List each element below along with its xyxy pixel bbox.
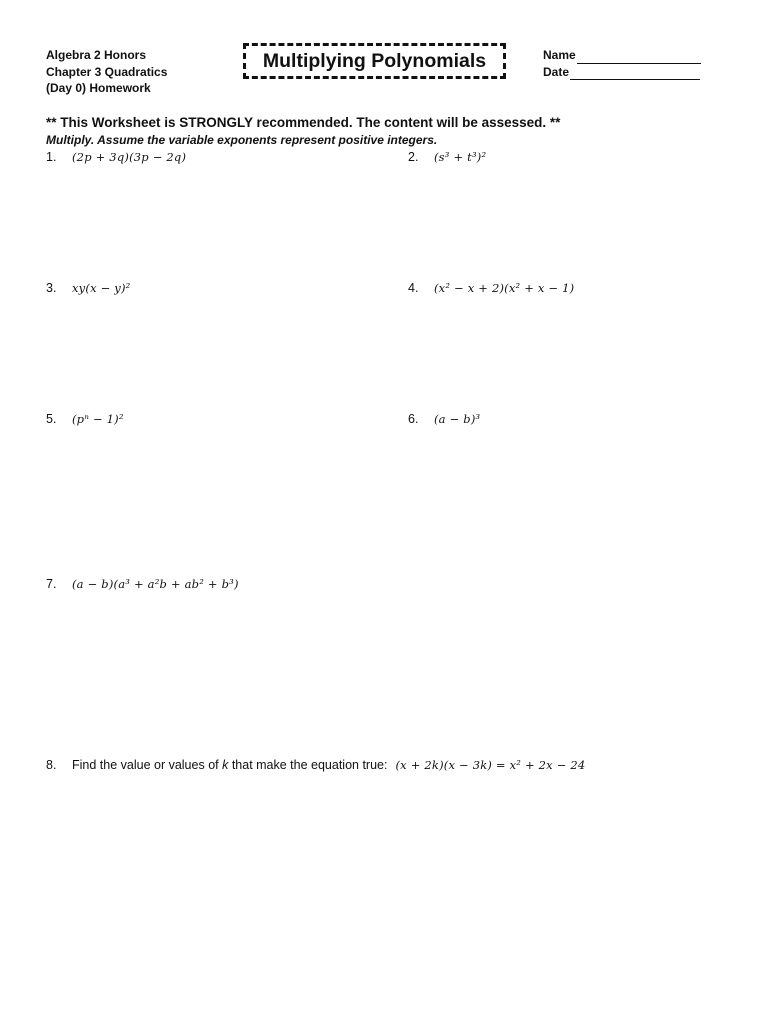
name-label: Name (543, 48, 576, 62)
problem-8 (46, 758, 585, 772)
problem-7 (46, 577, 239, 591)
problem-text (72, 758, 387, 772)
title-box (243, 43, 506, 79)
problem-number: 4. (408, 281, 419, 295)
name-date-block (543, 47, 701, 80)
problem-number: 2. (408, 150, 419, 164)
worksheet-title: Multiplying Polynomials (262, 49, 487, 72)
problem-4 (408, 281, 574, 295)
name-blank-line[interactable] (577, 51, 701, 64)
course-name: Algebra 2 Honors (46, 48, 147, 62)
problem-5 (46, 412, 124, 426)
problem-expression: (x² − x + 2)(x² + x − 1) (434, 281, 575, 295)
problem-3 (46, 281, 131, 295)
problem-expression: (a − b)³ (434, 412, 481, 426)
problem-expression: (s³ + t³)² (434, 150, 487, 164)
name-row (543, 47, 701, 64)
problem-number: 5. (46, 412, 57, 426)
problem-number: 8. (46, 758, 57, 772)
chapter-name: Chapter 3 Quadratics (46, 64, 168, 79)
problem-expression: xy(x − y)² (72, 281, 131, 295)
problem-6 (408, 412, 480, 426)
course-info (46, 47, 167, 97)
problem-number: 3. (46, 281, 57, 295)
problem-number: 7. (46, 577, 57, 591)
problem-expression: (2p + 3q)(3p − 2q) (72, 150, 187, 164)
date-blank-line[interactable] (570, 67, 700, 80)
problem-text-before: Find the value or values of (72, 758, 223, 772)
problem-expression: (x + 2k)(x − 3k) = x² + 2x − 24 (395, 758, 586, 772)
problem-text-after: that make the equation true: (228, 758, 388, 772)
date-label: Date (543, 64, 570, 79)
problem-expression: (pⁿ − 1)² (72, 412, 124, 426)
problem-2 (408, 150, 486, 164)
problem-1 (46, 150, 186, 164)
assignment-name: (Day 0) Homework (46, 81, 151, 95)
problem-number: 6. (408, 412, 419, 426)
problem-variable: k (222, 758, 229, 772)
date-row (543, 64, 701, 81)
problem-number: 1. (46, 150, 57, 164)
recommendation-notice: ** This Worksheet is STRONGLY recommended. The content will be assessed. ** (46, 115, 561, 130)
instructions: Multiply. Assume the variable exponents represent positive integers. (46, 133, 438, 147)
problem-expression: (a − b)(a³ + a²b + ab² + b³) (72, 577, 239, 591)
